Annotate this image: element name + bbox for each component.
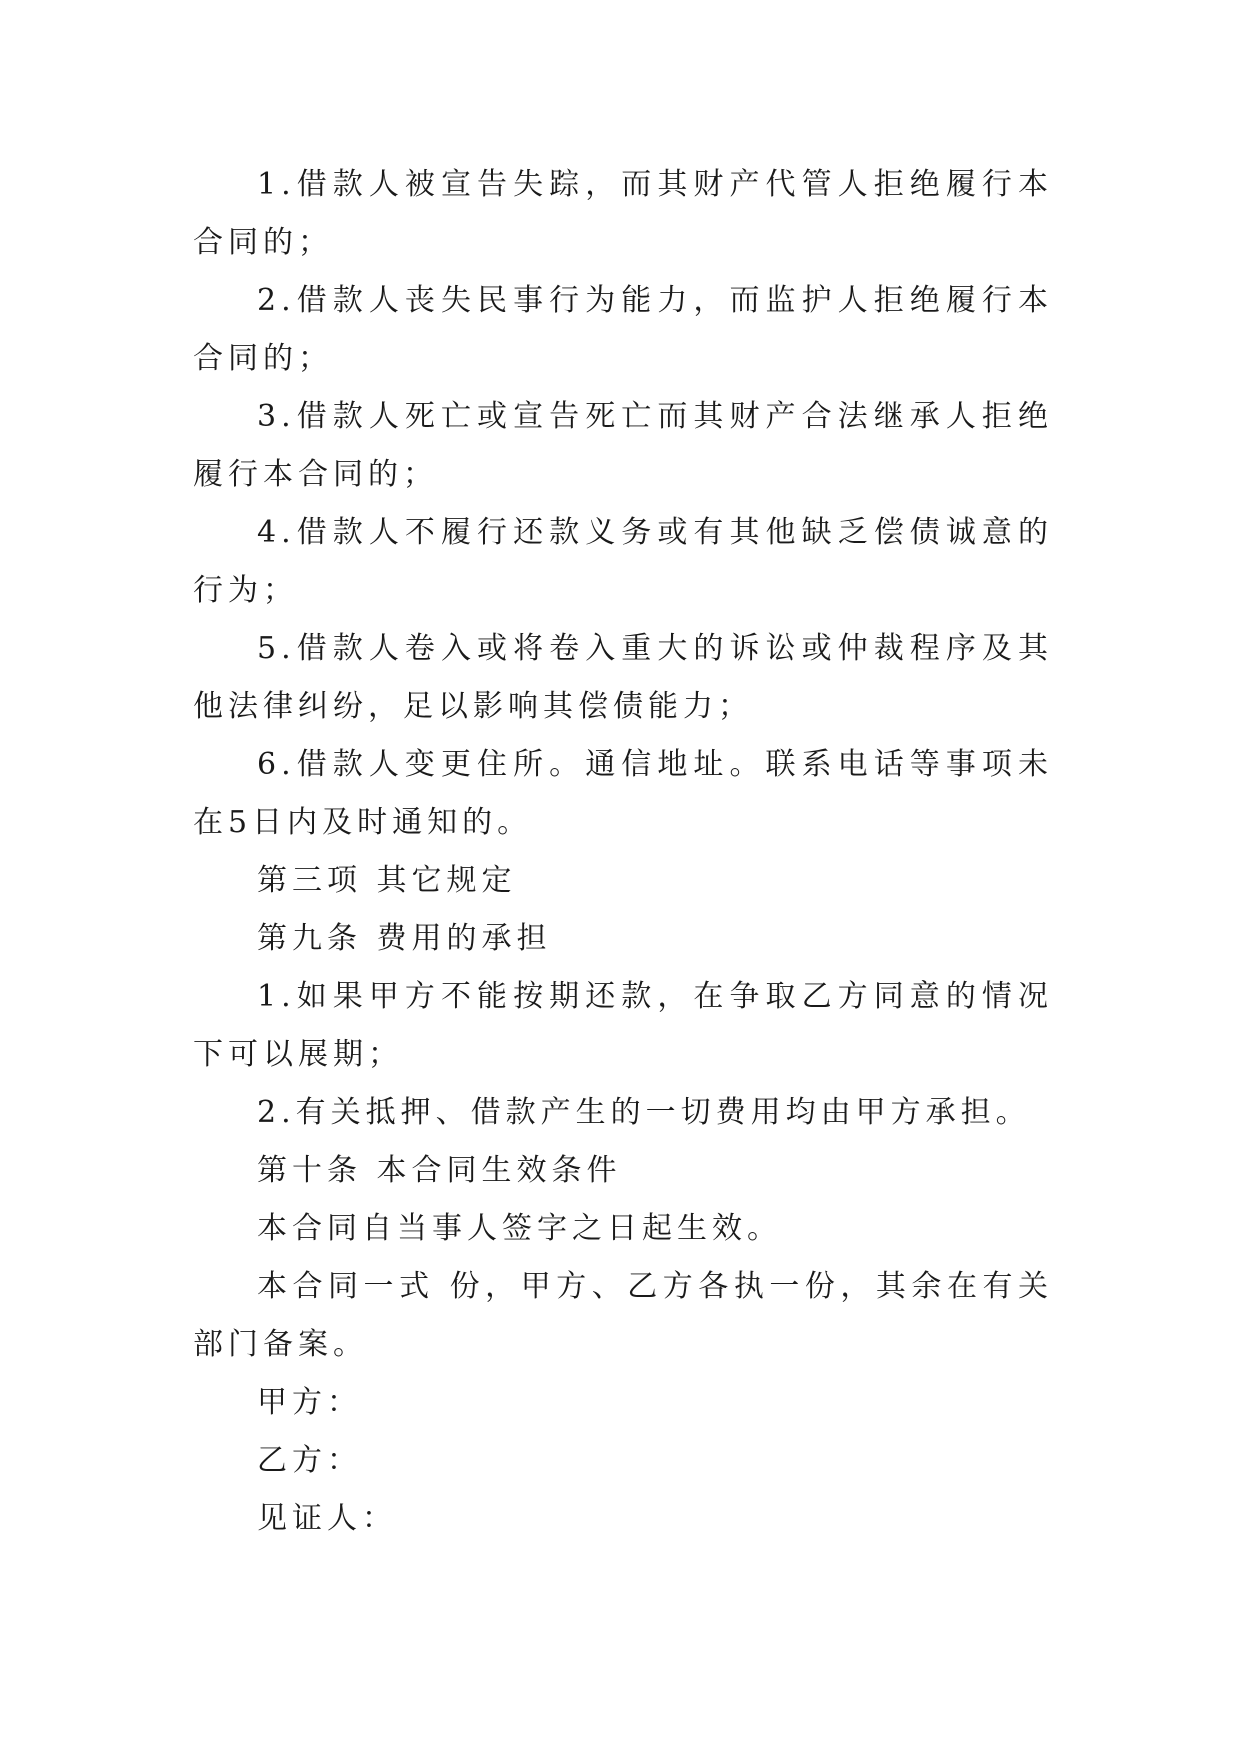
clause-item-2: 2.借款人丧失民事行为能力，而监护人拒绝履行本合同的；	[193, 283, 1053, 376]
clause-item-3: 3.借款人死亡或宣告死亡而其财产合法继承人拒绝履行本合同的；	[193, 399, 1053, 492]
clause-item-5: 5.借款人卷入或将卷入重大的诉讼或仲裁程序及其他法律纠纷，足以影响其偿债能力；	[193, 631, 1053, 724]
article-heading-10: 第十条 本合同生效条件	[257, 1153, 622, 1188]
clause-item-6: 6.借款人变更住所。通信地址。联系电话等事项未在5日内及时通知的。	[193, 747, 1053, 840]
clause-item-1: 1.借款人被宣告失踪，而其财产代管人拒绝履行本合同的；	[193, 167, 1053, 260]
clause-item-4: 4.借款人不履行还款义务或有其他缺乏偿债诚意的行为；	[193, 515, 1053, 608]
witness-signature-line: 见证人：	[257, 1501, 397, 1536]
copies-text: 本合同一式 份，甲方、乙方各执一份，其余在有关部门备案。	[193, 1269, 1053, 1362]
party-b-signature-line: 乙方：	[257, 1443, 362, 1478]
party-a-signature-line: 甲方：	[257, 1385, 362, 1420]
article-10-text: 本合同自当事人签字之日起生效。	[257, 1211, 782, 1246]
article-heading-9: 第九条 费用的承担	[257, 921, 552, 956]
article-9-item-2: 2.有关抵押、借款产生的一切费用均由甲方承担。	[257, 1095, 1031, 1130]
section-heading: 第三项 其它规定	[257, 863, 517, 898]
article-9-item-1: 1.如果甲方不能按期还款，在争取乙方同意的情况下可以展期；	[193, 979, 1053, 1072]
document-body	[193, 156, 1053, 1548]
